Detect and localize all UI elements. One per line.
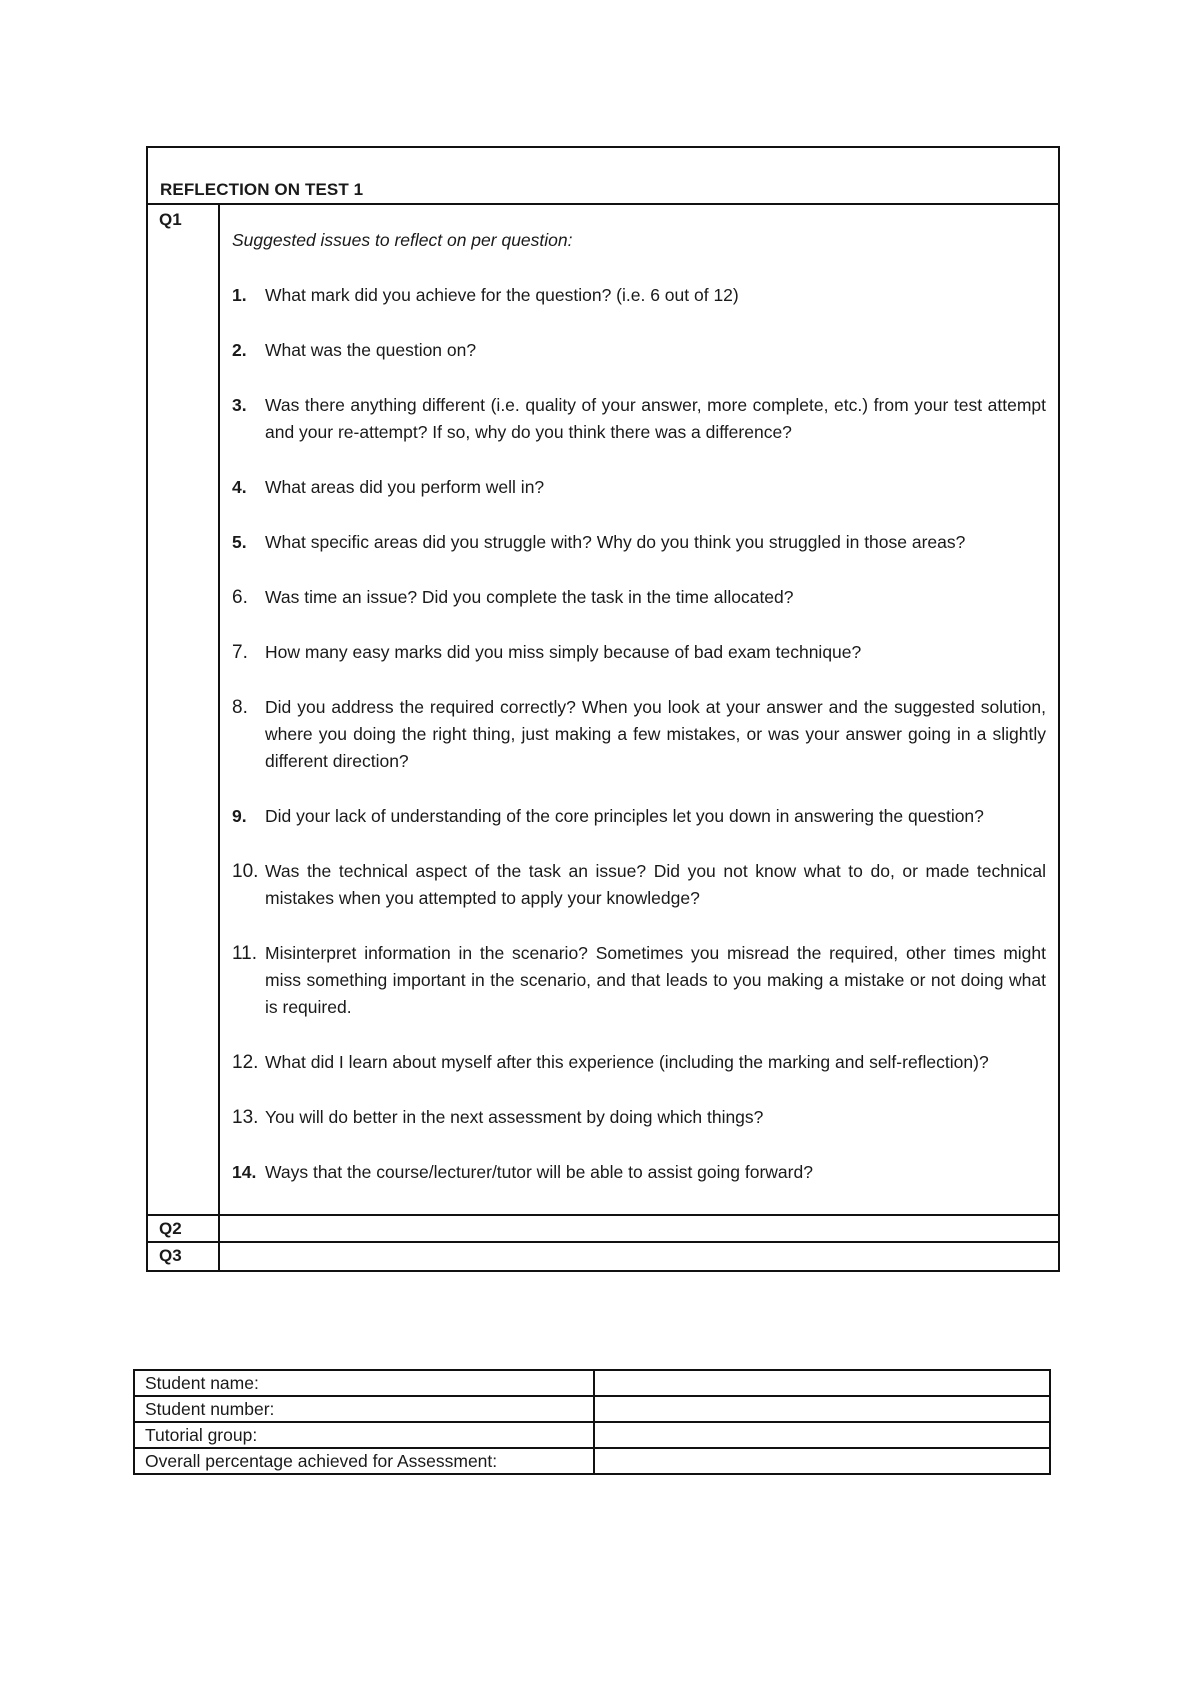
issue-text: What specific areas did you struggle with? Why do you think you struggled in those areas? [265,532,966,552]
overall-percentage-field[interactable] [594,1448,1050,1474]
overall-percentage-row [134,1448,1050,1474]
issue-number: 1. [232,285,247,305]
issue-number: 11. [232,943,258,964]
issue-item [232,639,1046,666]
student-name-row [134,1370,1050,1396]
tutorial-group-row [134,1422,1050,1448]
issue-text: How many easy marks did you miss simply because of bad exam technique? [265,642,862,662]
issue-number: 6. [232,587,248,608]
issue-item [232,803,1046,830]
issues-list [232,282,1046,1186]
issue-item [232,1159,1046,1186]
reflection-table [146,146,1060,1272]
student-name-field[interactable] [594,1370,1050,1396]
q2-label: Q2 [148,1216,220,1241]
question-row-q1 [148,205,1058,1216]
student-name-label: Student name: [134,1370,594,1396]
issue-text: What mark did you achieve for the question? (i.e. 6 out of 12) [265,285,739,305]
issue-number: 14. [232,1162,257,1182]
issue-item [232,694,1046,775]
title-row [148,148,1058,205]
issue-text: What areas did you perform well in? [265,477,545,497]
issue-number: 9. [232,806,247,826]
q1-content [220,205,1058,1214]
student-number-label: Student number: [134,1396,594,1422]
student-number-field[interactable] [594,1396,1050,1422]
question-row-q3 [148,1243,1058,1270]
issue-text: Was the technical aspect of the task an issue? Did you not know what to do, or made technical mistakes when you attempted to apply your knowledge? [265,861,1046,908]
tutorial-group-field[interactable] [594,1422,1050,1448]
q2-content-cell[interactable] [220,1216,1058,1241]
issue-number: 2. [232,340,247,360]
issue-number: 5. [232,532,247,552]
issue-item [232,337,1046,364]
issue-number: 10. [232,861,259,882]
issue-item [232,392,1046,446]
issue-item [232,940,1046,1021]
issue-number: 8. [232,697,248,718]
student-number-row [134,1396,1050,1422]
issue-item [232,529,1046,556]
issue-item [232,1049,1046,1076]
issue-number: 13. [232,1107,259,1128]
form-title: REFLECTION ON TEST 1 [160,180,364,199]
issue-item [232,584,1046,611]
issue-text: Was there anything different (i.e. quality of your answer, more complete, etc.) from your test attempt and your re-attempt? If so, why do you think there was a difference? [265,395,1046,442]
overall-percentage-label: Overall percentage achieved for Assessment: [134,1448,594,1474]
issue-text: Ways that the course/lecturer/tutor will be able to assist going forward? [265,1162,813,1182]
issue-item [232,474,1046,501]
tutorial-group-label: Tutorial group: [134,1422,594,1448]
question-row-q2 [148,1216,1058,1243]
issue-text: Was time an issue? Did you complete the task in the time allocated? [265,587,794,607]
issue-item [232,858,1046,912]
issue-number: 7. [232,642,248,663]
student-info-table [133,1369,1051,1475]
issue-text: Misinterpret information in the scenario? Sometimes you misread the required, other times might miss something important in the scenario, and that leads to you making a mistake or not doing what is required. [265,943,1046,1017]
issue-number: 3. [232,395,247,415]
issue-text: Did you address the required correctly? When you look at your answer and the suggested solution, where you doing the right thing, just making a few mistakes, or was your answer going in a slightly different direction? [265,697,1046,771]
issue-text: What did I learn about myself after this experience (including the marking and self-reflection)? [265,1052,989,1072]
q3-content-cell[interactable] [220,1243,1058,1270]
issue-text: You will do better in the next assessment by doing which things? [265,1107,764,1127]
issues-intro: Suggested issues to reflect on per question: [232,230,573,250]
issue-text: Did your lack of understanding of the core principles let you down in answering the question? [265,806,984,826]
issue-text: What was the question on? [265,340,477,360]
issue-number: 4. [232,477,247,497]
q3-label: Q3 [148,1243,220,1270]
issue-item [232,282,1046,309]
issue-item [232,1104,1046,1131]
q1-label: Q1 [148,205,220,1214]
issue-number: 12. [232,1052,259,1073]
